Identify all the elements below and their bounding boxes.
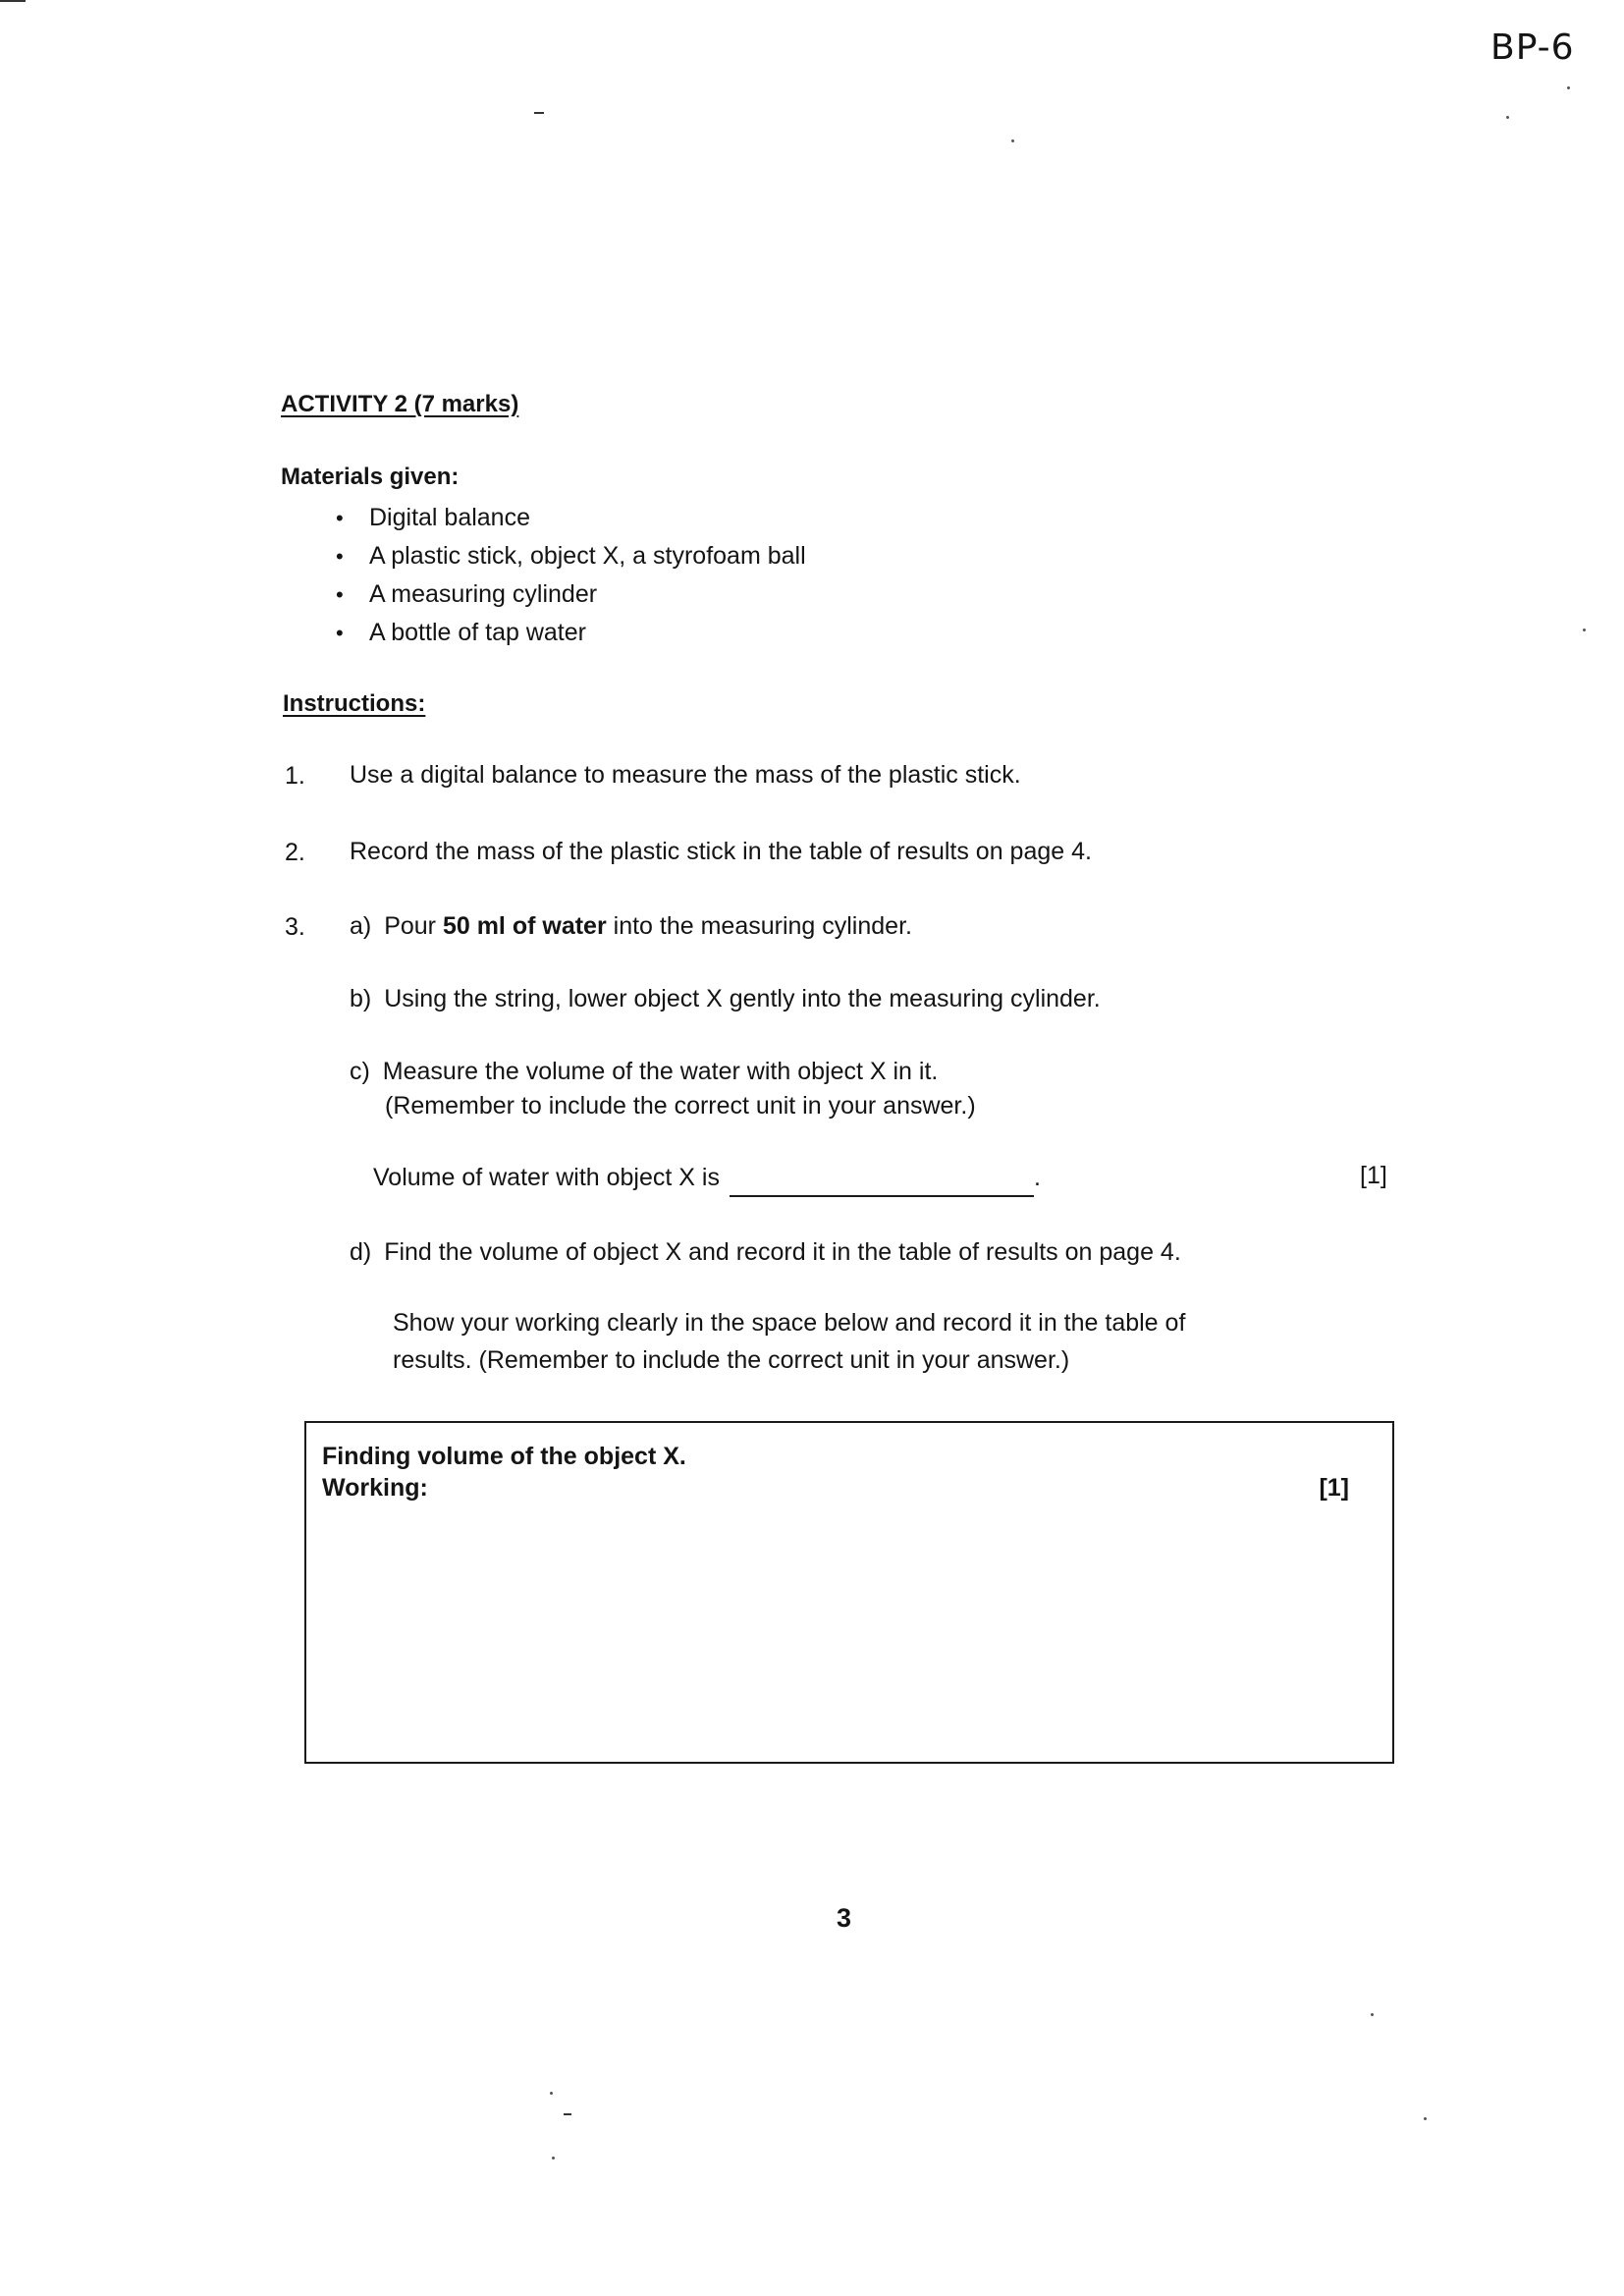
step-number: 1. xyxy=(285,762,305,790)
working-box-title: Finding volume of the object X. xyxy=(322,1443,686,1470)
step-3c-line1: Measure the volume of the water with object X in it. xyxy=(382,1058,939,1085)
scan-speck xyxy=(1424,2117,1427,2120)
page-code: BP-6 xyxy=(1490,27,1575,68)
step-3c-line2: (Remember to include the correct unit in your answer.) xyxy=(385,1092,976,1120)
step-3d-note-line2: results. (Remember to include the correct unit in your answer.) xyxy=(393,1346,1070,1374)
scan-speck xyxy=(1371,2013,1374,2016)
volume-answer-line xyxy=(373,1159,1041,1197)
sub-label: a) xyxy=(350,912,372,940)
scan-mark xyxy=(564,2113,571,2115)
scan-speck xyxy=(1506,116,1509,119)
scan-speck xyxy=(1567,86,1570,89)
step-3a-post: into the measuring cylinder. xyxy=(606,912,912,940)
step-2-text: Record the mass of the plastic stick in the table of results on page 4. xyxy=(350,838,1092,865)
page-number: 3 xyxy=(837,1903,852,1933)
working-box[interactable] xyxy=(304,1421,1394,1764)
scan-mark xyxy=(534,112,544,114)
step-3a xyxy=(350,907,912,946)
sub-label: c) xyxy=(350,1058,370,1085)
sub-label: d) xyxy=(350,1238,372,1266)
list-item: • A bottle of tap water xyxy=(369,614,806,652)
list-item: • A plastic stick, object X, a styrofoam ball xyxy=(369,537,806,575)
volume-period: . xyxy=(1033,1164,1041,1191)
step-3c xyxy=(350,1053,938,1091)
step-number: 2. xyxy=(285,839,305,866)
working-label: Working: xyxy=(322,1474,428,1502)
step-3d-text: Find the volume of object X and record it in the table of results on page 4. xyxy=(384,1238,1181,1266)
volume-prompt: Volume of water with object X is xyxy=(373,1164,720,1191)
instructions-heading: Instructions: xyxy=(283,690,426,717)
list-item: • A measuring cylinder xyxy=(369,575,806,614)
step-3b-text: Using the string, lower object X gently into the measuring cylinder. xyxy=(384,985,1101,1012)
scan-speck xyxy=(552,2157,555,2159)
sub-label: b) xyxy=(350,985,372,1012)
scan-speck xyxy=(550,2092,553,2095)
step-3a-bold: 50 ml of water xyxy=(442,912,607,940)
step-number: 3. xyxy=(285,913,305,941)
scan-mark xyxy=(0,0,26,2)
scan-speck xyxy=(1583,629,1586,631)
materials-list xyxy=(369,499,806,652)
step-3b xyxy=(350,980,1101,1018)
volume-answer-blank[interactable] xyxy=(730,1170,1034,1197)
marks-label: [1] xyxy=(1319,1474,1349,1502)
step-3d-note-line1: Show your working clearly in the space below and record it in the table of xyxy=(393,1309,1186,1337)
step-3a-pre: Pour xyxy=(384,912,443,940)
materials-heading: Materials given: xyxy=(281,464,460,490)
step-3d xyxy=(350,1233,1181,1272)
step-1-text: Use a digital balance to measure the mass of the plastic stick. xyxy=(350,761,1021,789)
list-item: • Digital balance xyxy=(369,499,806,537)
marks-label: [1] xyxy=(1360,1162,1387,1189)
activity-title: ACTIVITY 2 (7 marks) xyxy=(281,391,519,417)
scan-speck xyxy=(1011,139,1014,142)
